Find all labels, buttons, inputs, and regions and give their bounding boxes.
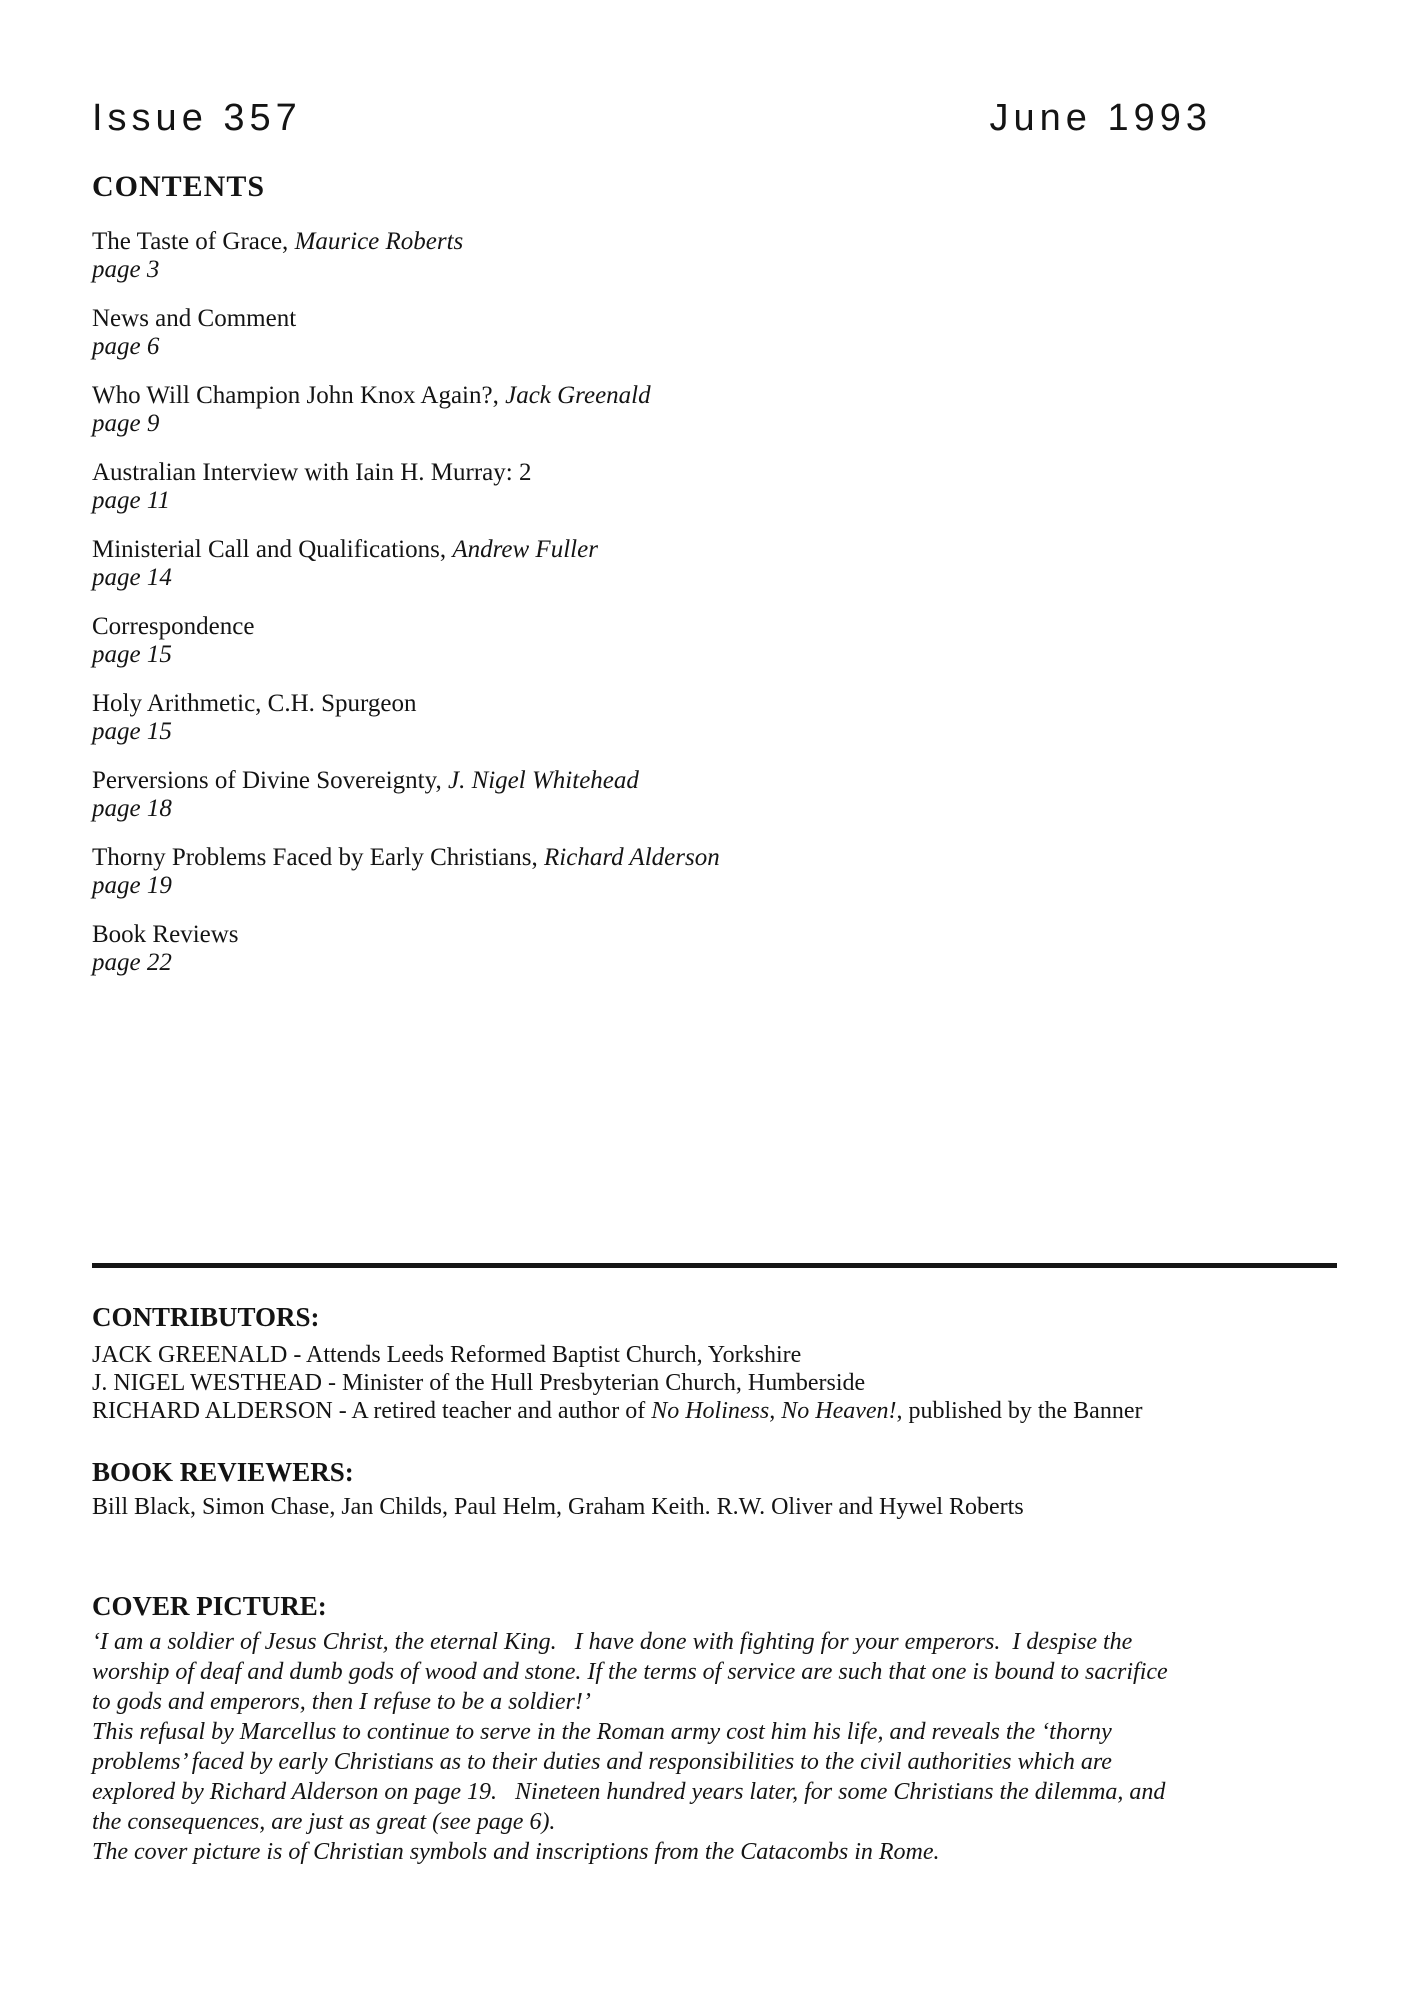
- toc-title-text: Thorny Problems Faced by Early Christians,: [92, 843, 545, 871]
- toc-author: Maurice Roberts: [294, 227, 464, 255]
- toc-entry: [92, 844, 1337, 900]
- toc-entry-title: [92, 690, 1337, 718]
- toc-author: Richard Alderson: [544, 843, 720, 871]
- toc-author: J. Nigel Whitehead: [447, 766, 639, 794]
- page-header: [92, 98, 1337, 140]
- toc-entry-title: [92, 382, 1337, 410]
- toc-entry-title: [92, 921, 1337, 949]
- toc-entry-title: [92, 536, 1337, 564]
- toc-entry-title: [92, 613, 1337, 641]
- issue-number: Issue 357: [92, 97, 302, 139]
- toc-title-text: Correspondence: [92, 612, 255, 640]
- contributor-line: JACK GREENALD - Attends Leeds Reformed Baptist Church, Yorkshire: [92, 1341, 802, 1368]
- contributor-line: J. NIGEL WESTHEAD - Minister of the Hull Presbyterian Church, Humberside: [92, 1369, 866, 1396]
- contents-heading: CONTENTS: [92, 169, 266, 203]
- toc-page-number: page 19: [92, 871, 172, 899]
- book-reviewers-names: Bill Black, Simon Chase, Jan Childs, Paul Helm, Graham Keith. R.W. Oliver and Hywel Roberts: [92, 1493, 1024, 1520]
- toc-entry-title: [92, 305, 1337, 333]
- toc-page-number: page 15: [92, 717, 172, 745]
- cover-description-line: The cover picture is of Christian symbols and inscriptions from the Catacombs in Rome.: [92, 1838, 940, 1865]
- toc-author: Jack Greenald: [505, 381, 651, 409]
- toc-title-text: Australian Interview with Iain H. Murray: 2: [92, 458, 532, 486]
- toc-entry: [92, 305, 1337, 361]
- cover-picture-heading: COVER PICTURE:: [92, 1590, 327, 1621]
- cover-description-line: This refusal by Marcellus to continue to serve in the Roman army cost him his life, and reveals the ‘thorny: [92, 1718, 1112, 1745]
- toc-entry: [92, 228, 1337, 284]
- cover-picture-description: [92, 1627, 1337, 1867]
- toc-entry-title: [92, 228, 1337, 256]
- toc-entry: [92, 459, 1337, 515]
- table-of-contents: [92, 228, 1337, 977]
- contributors-list: [92, 1341, 1337, 1425]
- toc-author: Andrew Fuller: [452, 535, 598, 563]
- toc-title-text: Holy Arithmetic, C.H. Spurgeon: [92, 689, 417, 717]
- issue-date: June 1993: [989, 97, 1212, 139]
- toc-entry: [92, 921, 1337, 977]
- contributor-line-text: RICHARD ALDERSON - A retired teacher and author of: [92, 1397, 652, 1424]
- toc-entry: [92, 613, 1337, 669]
- cover-description-line: worship of deaf and dumb gods of wood and stone. If the terms of service are such that one is bound to sacrifice: [92, 1658, 1168, 1685]
- toc-page-number: page 14: [92, 563, 172, 591]
- toc-title-text: News and Comment: [92, 304, 297, 332]
- cover-description-line: to gods and emperors, then I refuse to be a soldier!’: [92, 1688, 591, 1715]
- contributor-line-text: , published by the Banner: [896, 1397, 1143, 1424]
- toc-title-text: Book Reviews: [92, 920, 239, 948]
- toc-page-number: page 22: [92, 948, 172, 976]
- cover-description-line: explored by Richard Alderson on page 19. Nineteen hundred years later, for some Christians the dilemma, and: [92, 1778, 1166, 1805]
- book-title-italic: No Holiness, No Heaven!: [651, 1397, 897, 1424]
- toc-entry: [92, 690, 1337, 746]
- cover-description-line: ‘I am a soldier of Jesus Christ, the eternal King. I have done with fighting for your emperors. I despise the: [92, 1628, 1133, 1655]
- toc-entry-title: [92, 844, 1337, 872]
- toc-page-number: page 6: [92, 332, 160, 360]
- toc-page-number: page 11: [92, 486, 170, 514]
- cover-description-line: problems’ faced by early Christians as to their duties and responsibilities to the civil authorities which are: [92, 1748, 1112, 1775]
- cover-description-line: the consequences, are just as great (see page 6).: [92, 1808, 556, 1835]
- toc-page-number: page 3: [92, 255, 160, 283]
- toc-entry: [92, 382, 1337, 438]
- toc-entry-title: [92, 767, 1337, 795]
- toc-title-text: Perversions of Divine Sovereignty,: [92, 766, 448, 794]
- horizontal-rule: [92, 1263, 1337, 1268]
- toc-page-number: page 9: [92, 409, 160, 437]
- toc-entry: [92, 767, 1337, 823]
- toc-title-text: Who Will Champion John Knox Again?,: [92, 381, 506, 409]
- toc-entry: [92, 536, 1337, 592]
- toc-title-text: Ministerial Call and Qualifications,: [92, 535, 453, 563]
- toc-page-number: page 18: [92, 794, 172, 822]
- contributor-line: [92, 1397, 1337, 1425]
- toc-page-number: page 15: [92, 640, 172, 668]
- book-reviewers-heading: BOOK REVIEWERS:: [92, 1456, 354, 1487]
- contributors-heading: CONTRIBUTORS:: [92, 1301, 320, 1332]
- toc-title-text: The Taste of Grace,: [92, 227, 295, 255]
- toc-entry-title: [92, 459, 1337, 487]
